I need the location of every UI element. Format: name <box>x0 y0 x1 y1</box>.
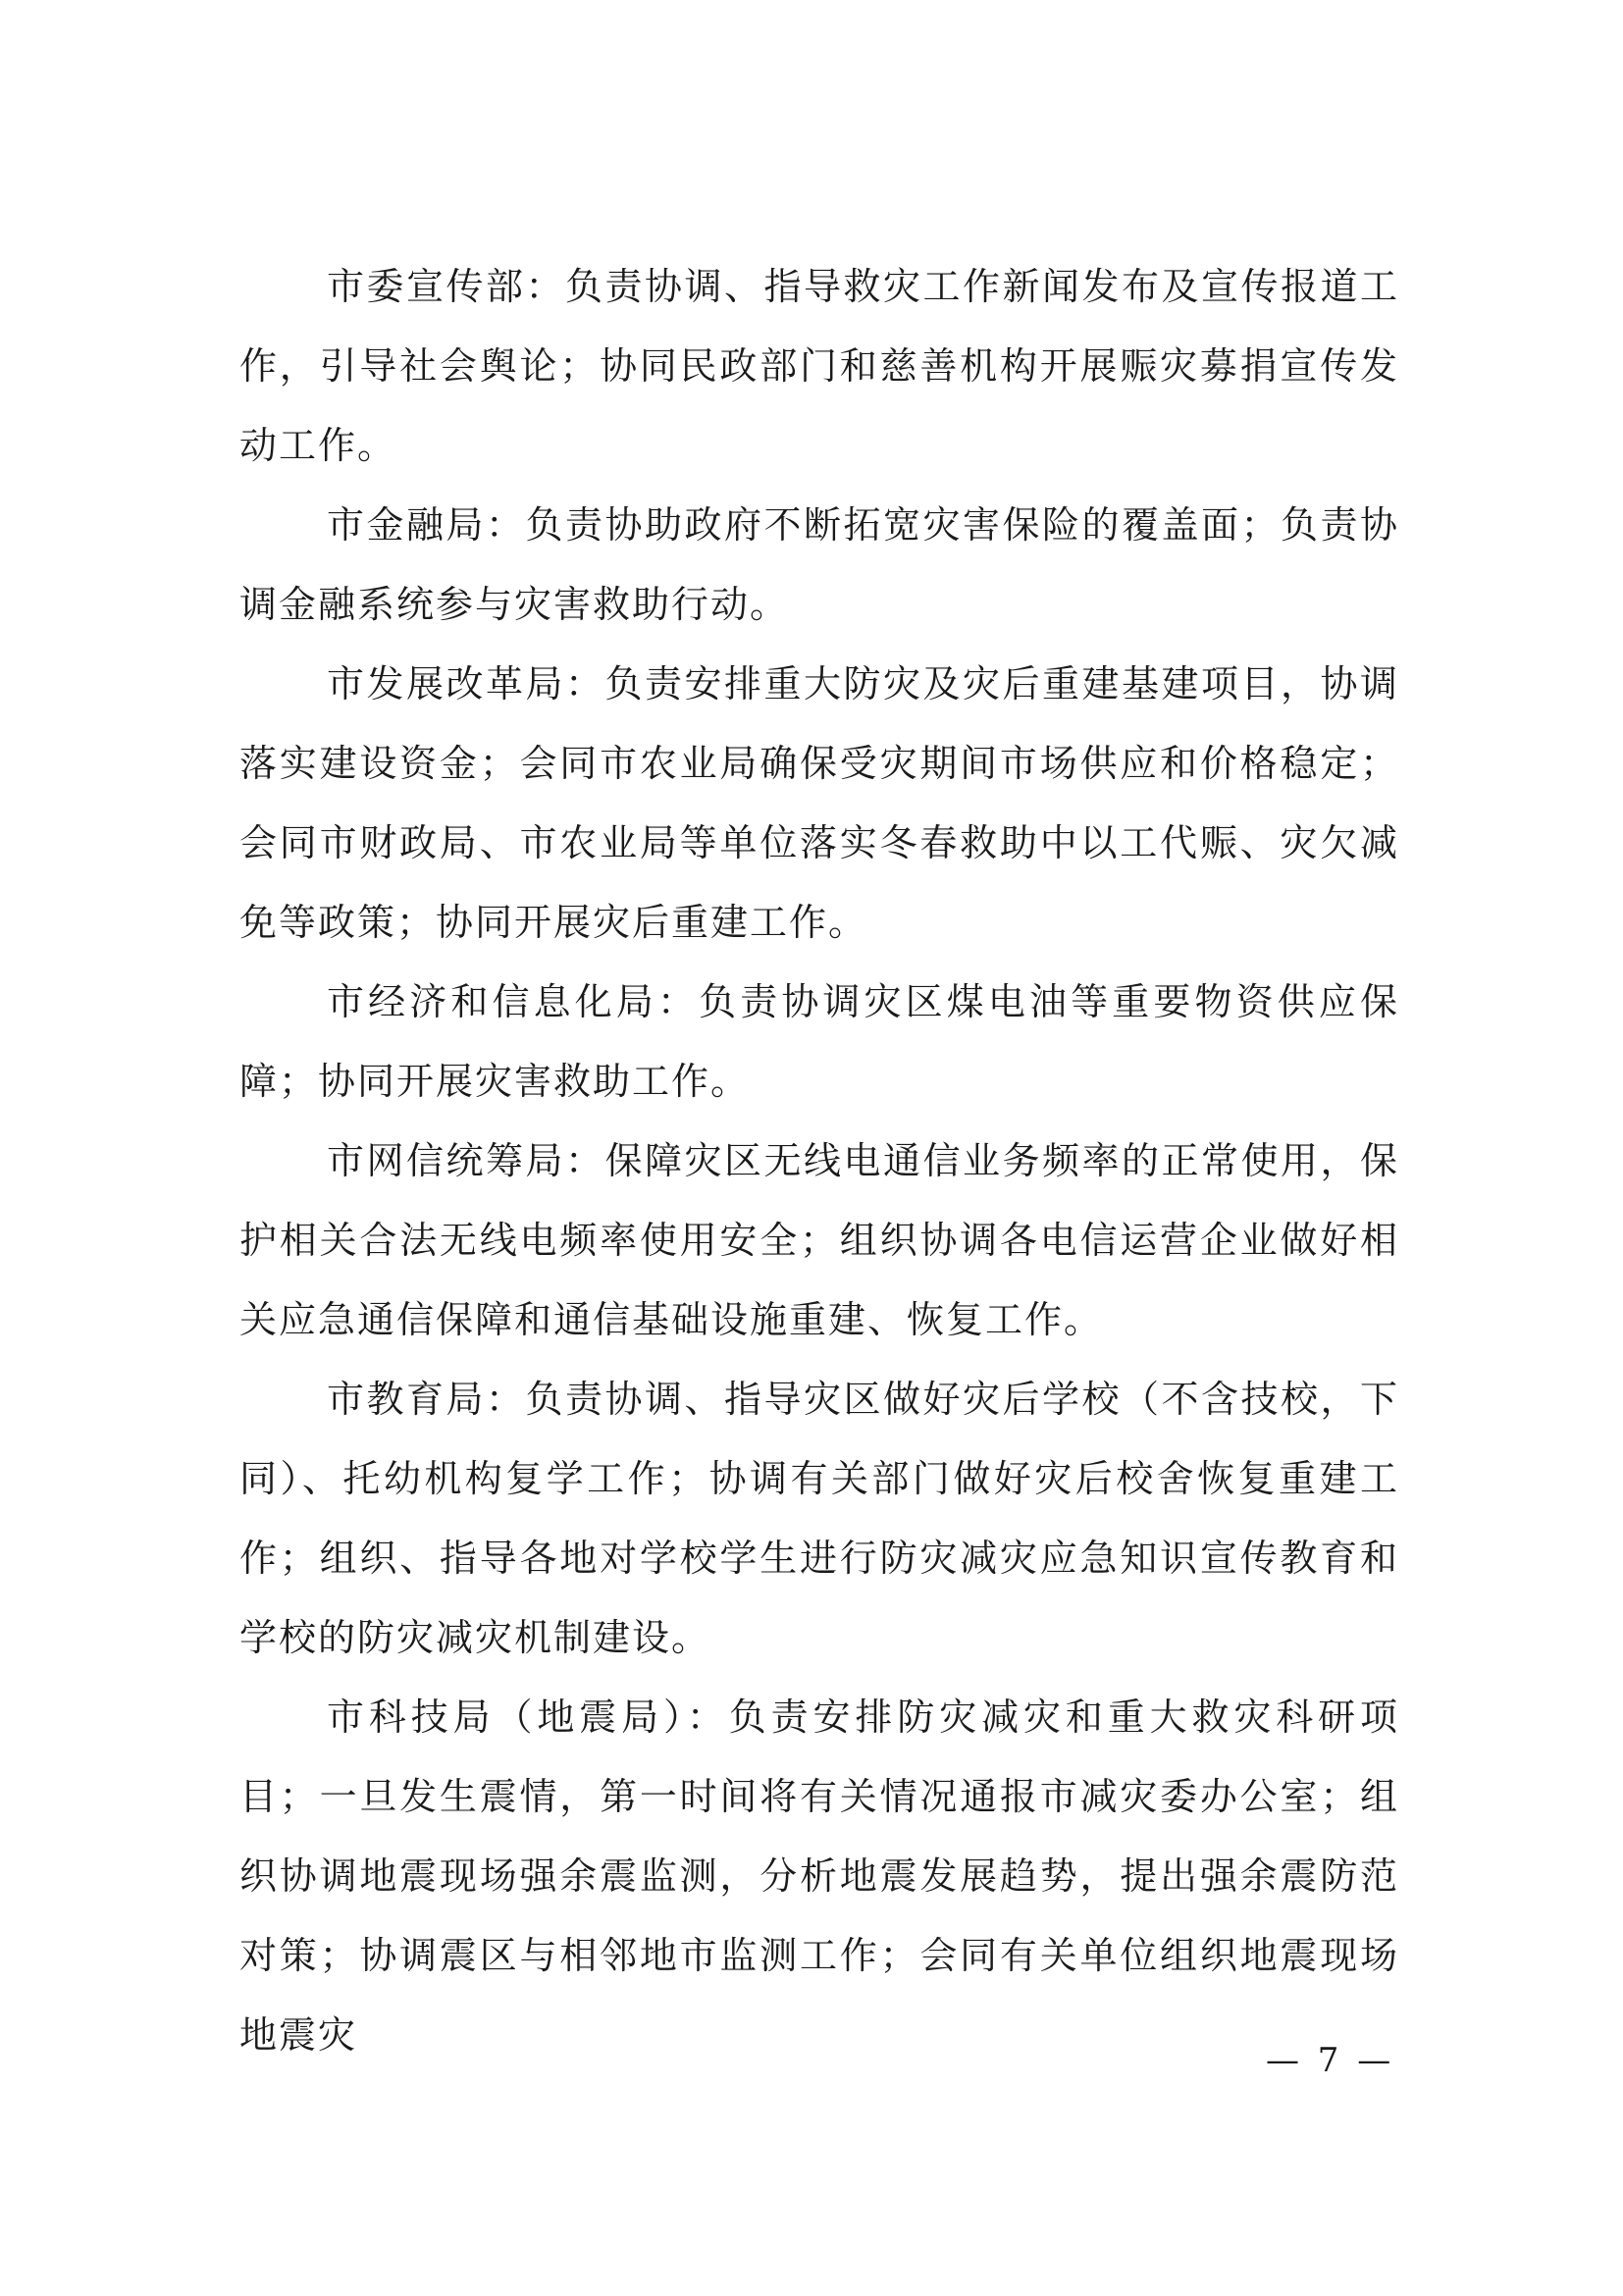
page-number: — 7 — <box>1266 2041 1395 2080</box>
paragraph-network-info-bureau: 市网信统筹局：保障灾区无线电通信业务频率的正常使用，保护相关合法无线电频率使用安全；组织协调各电信运营企业做好相关应急通信保障和通信基础设施重建、恢复工作。 <box>239 1139 1399 1341</box>
paragraph-development-reform-bureau: 市发展改革局：负责安排重大防灾及灾后重建基建项目，协调落实建设资金；会同市农业局确保受灾期间市场供应和价格稳定；会同市财政局、市农业局等单位落实冬春救助中以工代赈、灾欠减免等政策；协同开展灾后重建工作。 <box>239 662 1399 944</box>
paragraph-education-bureau: 市教育局：负责协调、指导灾区做好灾后学校（不含技校，下同）、托幼机构复学工作；协调有关部门做好灾后校舍恢复重建工作；组织、指导各地对学校学生进行防灾减灾应急知识宣传教育和学校的防灾减灾机制建设。 <box>239 1378 1399 1659</box>
paragraph-publicity-dept: 市委宣传部：负责协调、指导救灾工作新闻发布及宣传报道工作，引导社会舆论；协同民政部门和慈善机构开展赈灾募捐宣传发动工作。 <box>239 265 1399 467</box>
paragraph-economy-it-bureau: 市经济和信息化局：负责协调灾区煤电油等重要物资供应保障；协同开展灾害救助工作。 <box>239 980 1399 1103</box>
paragraph-science-tech-bureau: 市科技局（地震局）：负责安排防灾减灾和重大救灾科研项目；一旦发生震情，第一时间将有关情况通报市减灾委办公室；组织协调地震现场强余震监测，分析地震发展趋势，提出强余震防范对策；协调震区与相邻地市监测工作；会同有关单位组织地震现场地震灾 <box>239 1696 1399 2057</box>
document-body <box>239 247 1399 2075</box>
paragraph-finance-bureau: 市金融局：负责协助政府不断拓宽灾害保险的覆盖面；负责协调金融系统参与灾害救助行动。 <box>239 503 1399 626</box>
